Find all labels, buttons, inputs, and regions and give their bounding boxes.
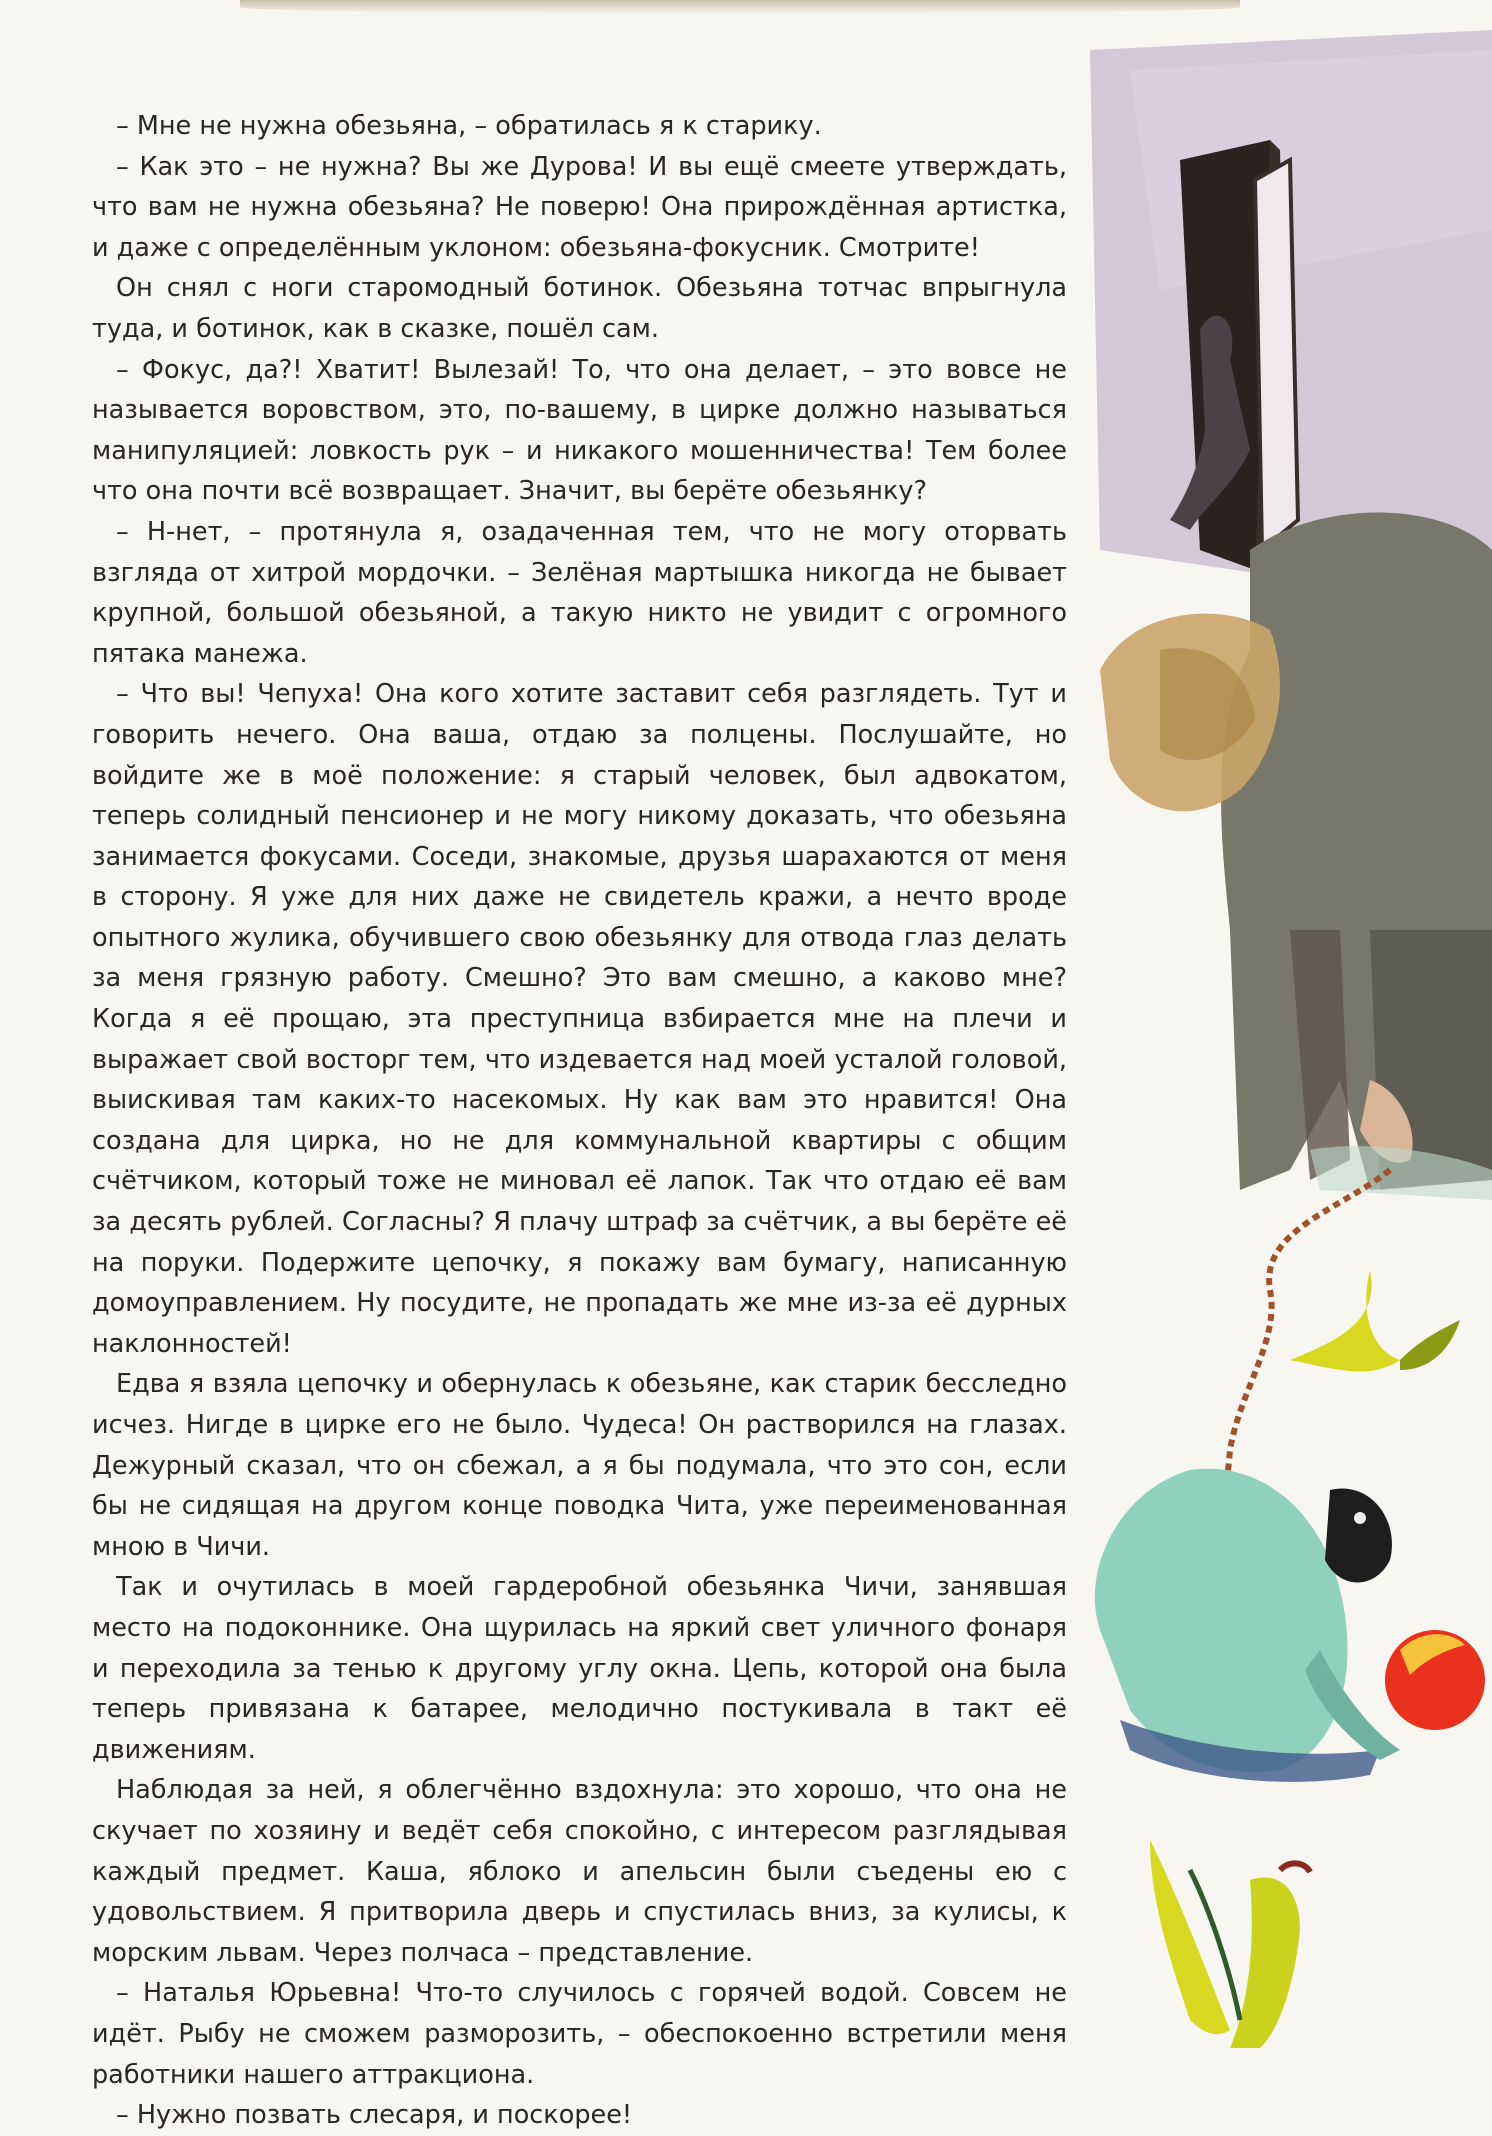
- banana-peel: [1290, 1270, 1400, 1372]
- paragraph: – Мне не нужна обезьяна, – обратилась я к старику.: [116, 111, 822, 141]
- paragraph: Так и очутилась в моей гардеробной обезьянка Чичи, занявшая место на подоконнике. Она щурилась на яркий свет уличного фонаря и переходила за тенью к другому углу окна. Цепь, которой она была теперь привязана к батарее, мелодично постукивала в такт её движениям.: [92, 1572, 1067, 1765]
- monkey-eye: [1354, 1512, 1366, 1524]
- paragraph: – Нужно позвать слесаря, и поскорее!: [116, 2100, 633, 2131]
- paragraph: – Что вы! Чепуха! Она кого хотите заставит себя разглядеть. Тут и говорить нечего. Она ваша, отдаю за полцены. Послушайте, но войдите же в моё положение: я старый человек, был адвокатом, теперь солидный пенсионер и не могу никому доказать, что обезьяна занимается фокусами. Соседи, знакомые, друзья шарахаются от меня в сторону. Я уже для них даже не свидетель кражи, а нечто вроде опытного жулика, обучившего свою обезьянку для отвода глаз делать за меня грязную работу. Смешно? Это вам смешно, а каково мне? Когда я её прощаю, эта преступница взбирается мне на плечи и выражает свой восторг тем, что издевается над моей усталой головой, выискивая там каких-то насекомых. Ну как вам это нравится! Она создана для цирка, но не для коммунальной квартиры с общим счётчиком, который тоже не миновал её лапок. Так что отдаю её вам за десять рублей. Согласны? Я плачу штраф за счётчик, а вы берёте её на поруки. Подержите цепочку, я покажу вам бумагу, написанную домоуправлением. Ну посудите, не пропадать же мне из-за её дурных наклонностей!: [92, 679, 1067, 1359]
- page-gutter-shadow: [240, 0, 1240, 14]
- paragraph: – Наталья Юрьевна! Что-то случилось с горячей водой. Совсем не идёт. Рыбу не сможем разморозить, – обеспокоенно встретили меня работники нашего аттракциона.: [92, 1978, 1067, 2090]
- paragraph: Наблюдая за ней, я облегчённо вздохнула: это хорошо, что она не скучает по хозяину и ведёт себя спокойно, с интересом разглядывая каждый предмет. Каша, яблоко и апельсин были съедены ею с удовольствием. Я притворила дверь и спустилась вниз, за кулисы, к морским львам. Через полчаса – представление.: [92, 1775, 1067, 1968]
- banana-2: [1230, 1877, 1300, 2048]
- paragraph: Он снял с ноги старомодный ботинок. Обезьяна тотчас впрыгнула туда, и ботинок, как в сказке, пошёл сам.: [92, 273, 1067, 344]
- banana-peel-dark: [1400, 1320, 1460, 1370]
- monkey-face: [1325, 1488, 1392, 1582]
- paragraph: Едва я взяла цепочку и обернулась к обезьяне, как старик бесследно исчез. Нигде в цирке его не было. Чудеса! Он растворился на глазах. Дежурный сказал, что он сбежал, а я бы подумала, что это сон, если бы не сидящая на другом конце поводка Чита, уже переименованная мною в Чичи.: [92, 1369, 1067, 1562]
- paragraph: – Как это – не нужна? Вы же Дурова! И вы ещё смеете утверждать, что вам не нужна обезьяна? Не поверю! Она прирождённая артистка, и даже с определённым уклоном: обезьяна-фокусник. Смотрите!: [92, 151, 1067, 263]
- banana-tip: [1280, 1863, 1310, 1872]
- paragraph: – Фокус, да?! Хватит! Вылезай! То, что она делает, – это вовсе не называется воровством, это, по-вашему, в цирке должно называться манипуляцией: ловкость рук – и никакого мошенничества! Тем более что она почти всё возвращает. Значит, вы берёте обезьянку?: [92, 354, 1067, 507]
- watercolor-illustration: [1040, 30, 1492, 2048]
- paragraph: – Н-нет, – протянула я, озадаченная тем, что не могу оторвать взгляда от хитрой мордочки. – Зелёная мартышка никогда не бывает крупной, большой обезьяной, а такую никто не увидит с огромного пятака манежа.: [92, 516, 1067, 669]
- door-leaf: [1255, 160, 1298, 550]
- story-text: [92, 106, 1067, 2136]
